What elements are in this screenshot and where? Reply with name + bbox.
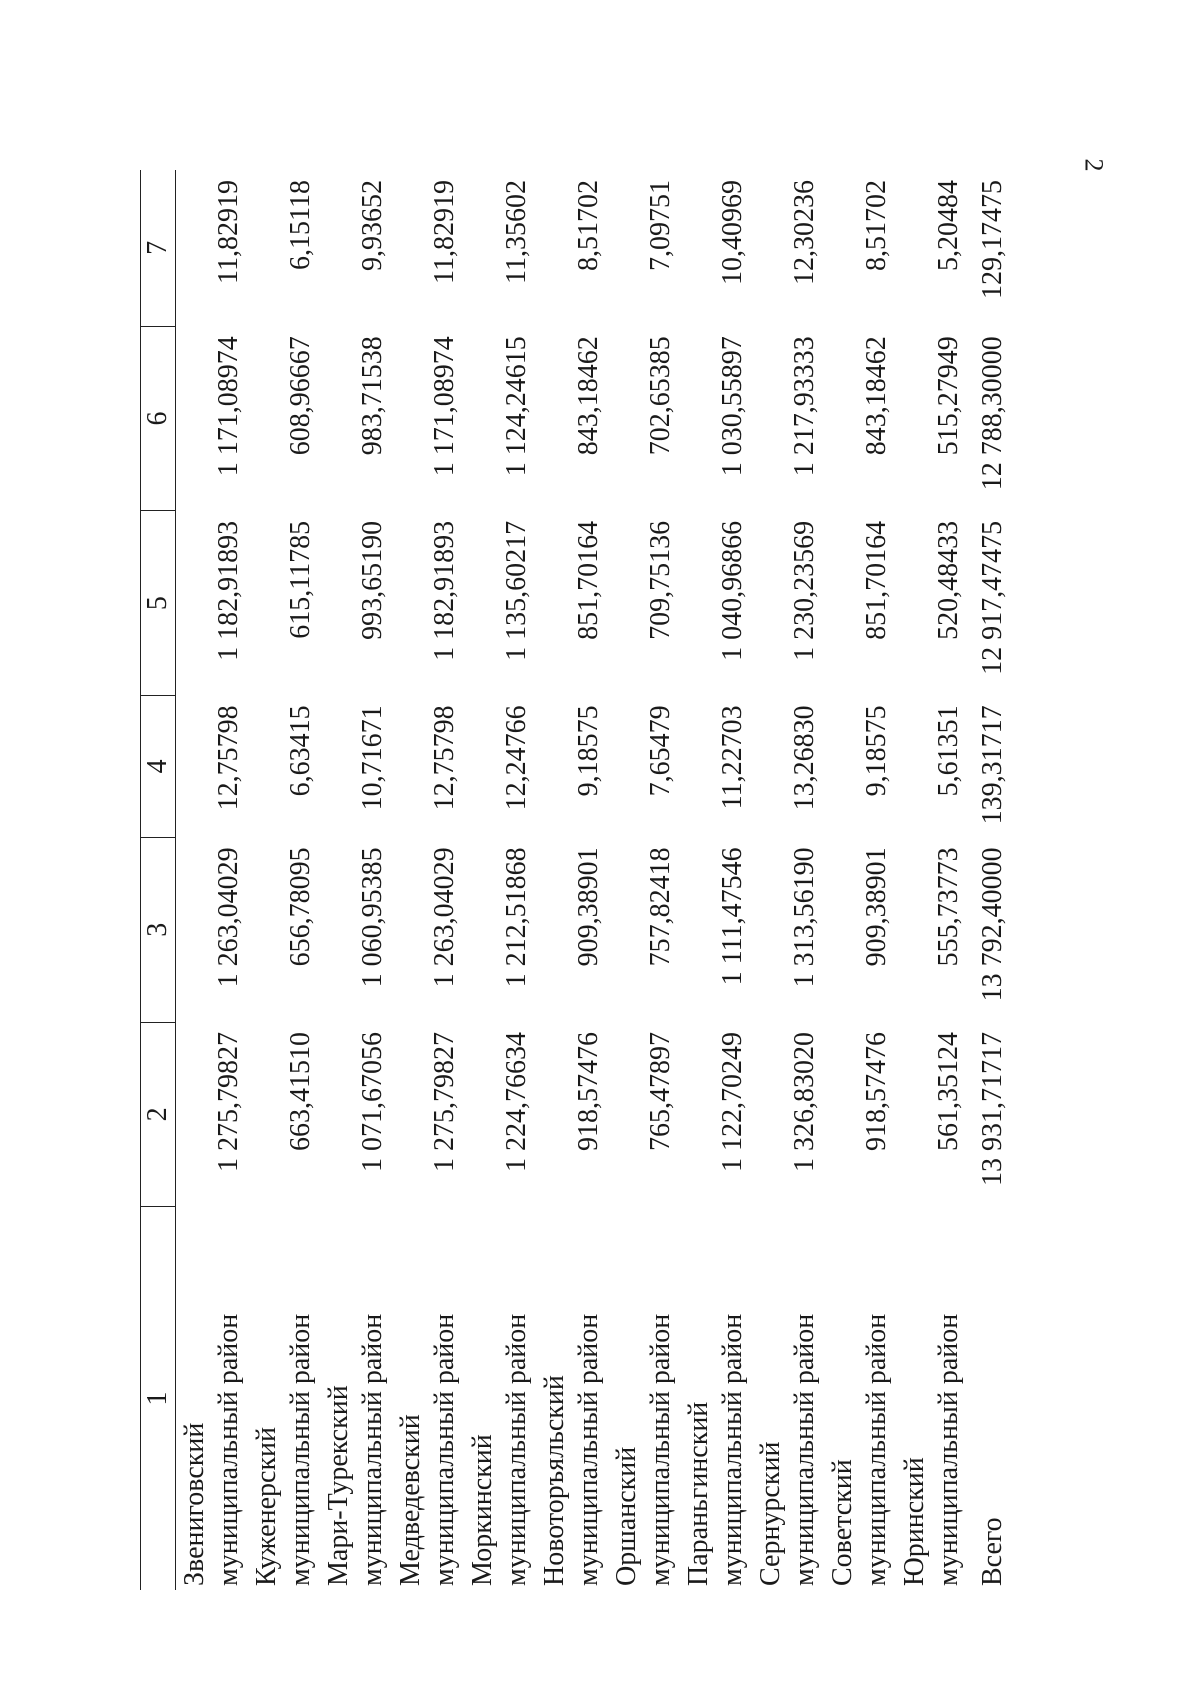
district-name-line1: Юринский [899,1457,930,1586]
column-header-6: 6 [141,326,176,511]
cell-col3: 1 111,47546 [717,847,748,986]
cell-col2: 1 071,67056 [357,1032,388,1173]
cell-col7: 11,82919 [429,180,460,284]
cell-col4: 12,24766 [501,705,532,811]
cell-col5: 1 230,23569 [789,520,820,661]
cell-col2: 1 122,70249 [717,1032,748,1173]
district-name [752,1207,824,1590]
cell-col2: 918,57476 [861,1032,892,1152]
cell-col6: 843,18462 [861,336,892,456]
table-row [608,170,680,1590]
cell-col2: 1 326,83020 [789,1032,820,1173]
cell-col4: 12,75798 [213,705,244,811]
district-name [320,1207,392,1590]
district-name-line2: муниципальный район [645,1313,676,1586]
district-name-line2: муниципальный район [501,1313,532,1586]
cell-col2: 1 224,76634 [501,1032,532,1173]
district-name-line2: муниципальный район [717,1313,748,1586]
cell-col4: 10,71671 [357,705,388,811]
cell-col5: 1 040,96866 [717,520,748,661]
cell-col7: 8,51702 [573,180,604,271]
total-label: Всего [977,1517,1008,1586]
cell-col5: 851,70164 [573,520,604,640]
district-name-line1: Сернурский [755,1441,786,1586]
rotated-table-container [140,170,1020,1590]
cell-col2: 561,35124 [933,1032,964,1152]
district-name [680,1207,752,1590]
district-name-line1: Мари-Турекский [323,1385,354,1586]
cell-col6: 702,65385 [645,336,676,456]
total-col6: 12 788,30000 [977,336,1008,491]
district-name-line2: муниципальный район [573,1313,604,1586]
column-header-1: 1 [141,1207,176,1590]
district-name [824,1207,896,1590]
cell-col7: 9,93652 [357,180,388,271]
cell-col5: 709,75136 [645,520,676,640]
district-name-line1: Медведевский [395,1414,426,1586]
cell-col6: 1 030,55897 [717,336,748,477]
table-row [896,170,968,1590]
header-row [141,170,176,1590]
cell-col3: 656,78095 [285,847,316,967]
cell-col2: 1 275,79827 [213,1032,244,1173]
district-name [392,1207,464,1590]
district-name-line2: муниципальный район [789,1313,820,1586]
district-name-line2: муниципальный район [285,1313,316,1586]
cell-col7: 5,20484 [933,180,964,271]
cell-col2: 918,57476 [573,1032,604,1152]
district-name-line1: Параньгинский [683,1401,714,1586]
cell-col4: 11,22703 [717,705,748,810]
table-row [824,170,896,1590]
total-row [968,170,1012,1590]
table-row [464,170,536,1590]
cell-col7: 12,30236 [789,180,820,285]
table-row [392,170,464,1590]
cell-col6: 843,18462 [573,336,604,456]
cell-col6: 1 171,08974 [429,336,460,477]
cell-col4: 13,26830 [789,705,820,811]
district-name-line1: Оршанский [611,1446,642,1586]
column-header-4: 4 [141,695,176,837]
cell-col4: 7,65479 [645,705,676,797]
cell-col3: 757,82418 [645,847,676,967]
district-name [176,1207,249,1590]
district-name-line1: Моркинский [467,1434,498,1586]
cell-col4: 5,61351 [933,705,964,797]
cell-col3: 1 313,56190 [789,847,820,988]
cell-col2: 1 275,79827 [429,1032,460,1173]
cell-col7: 6,15118 [285,180,316,270]
cell-col3: 909,38901 [573,847,604,967]
district-name [248,1207,320,1590]
cell-col3: 909,38901 [861,847,892,967]
cell-col5: 615,11785 [285,520,316,639]
cell-col3: 1 263,04029 [213,847,244,988]
cell-col6: 1 124,24615 [501,336,532,477]
page-number: 2 [1079,158,1109,172]
total-col2: 13 931,71717 [977,1032,1008,1187]
cell-col5: 1 182,91893 [429,520,460,661]
total-col5: 12 917,47475 [977,520,1008,675]
table-row [248,170,320,1590]
cell-col6: 1 171,08974 [213,336,244,477]
district-name-line1: Куженерский [251,1426,282,1586]
cell-col6: 1 217,93333 [789,336,820,477]
cell-col5: 851,70164 [861,520,892,640]
district-name-line2: муниципальный район [357,1313,388,1586]
table-header [141,170,176,1590]
district-name-line2: муниципальный район [861,1313,892,1586]
cell-col3: 555,73773 [933,847,964,967]
district-name [608,1207,680,1590]
district-name [536,1207,608,1590]
cell-col7: 11,35602 [501,180,532,284]
district-name [896,1207,968,1590]
cell-col6: 983,71538 [357,336,388,456]
cell-col2: 765,47897 [645,1032,676,1152]
cell-col4: 6,63415 [285,705,316,797]
cell-col7: 10,40969 [717,180,748,285]
cell-col3: 1 212,51868 [501,847,532,988]
total-col4: 139,31717 [977,705,1008,825]
district-name-line2: муниципальный район [933,1313,964,1586]
table-row [752,170,824,1590]
district-name [464,1207,536,1590]
cell-col3: 1 060,95385 [357,847,388,988]
cell-col5: 1 135,60217 [501,520,532,661]
cell-col7: 7,09751 [645,180,676,271]
column-header-5: 5 [141,511,176,696]
cell-col4: 9,18575 [861,705,892,797]
column-header-2: 2 [141,1022,176,1207]
total-col3: 13 792,40000 [977,847,1008,1002]
cell-col3: 1 263,04029 [429,847,460,988]
table-row [680,170,752,1590]
cell-col4: 12,75798 [429,705,460,811]
table-row [320,170,392,1590]
cell-col5: 993,65190 [357,520,388,640]
cell-col6: 608,96667 [285,336,316,456]
data-table [140,170,1012,1590]
cell-col5: 1 182,91893 [213,520,244,661]
district-name-line1: Советский [827,1459,858,1586]
cell-col7: 8,51702 [861,180,892,271]
column-header-7: 7 [141,170,176,326]
cell-col4: 9,18575 [573,705,604,797]
table-row [536,170,608,1590]
column-header-3: 3 [141,837,176,1022]
district-name-line2: муниципальный район [213,1313,244,1586]
district-name-line1: Новоторъяльский [539,1375,570,1586]
cell-col5: 520,48433 [933,520,964,640]
table-row [176,170,249,1590]
cell-col2: 663,41510 [285,1032,316,1152]
cell-col6: 515,27949 [933,336,964,456]
district-name-line1: Звениговский [179,1422,210,1586]
cell-col7: 11,82919 [213,180,244,284]
total-col7: 129,17475 [977,180,1008,299]
district-name-line2: муниципальный район [429,1313,460,1586]
table-body [176,170,1013,1590]
